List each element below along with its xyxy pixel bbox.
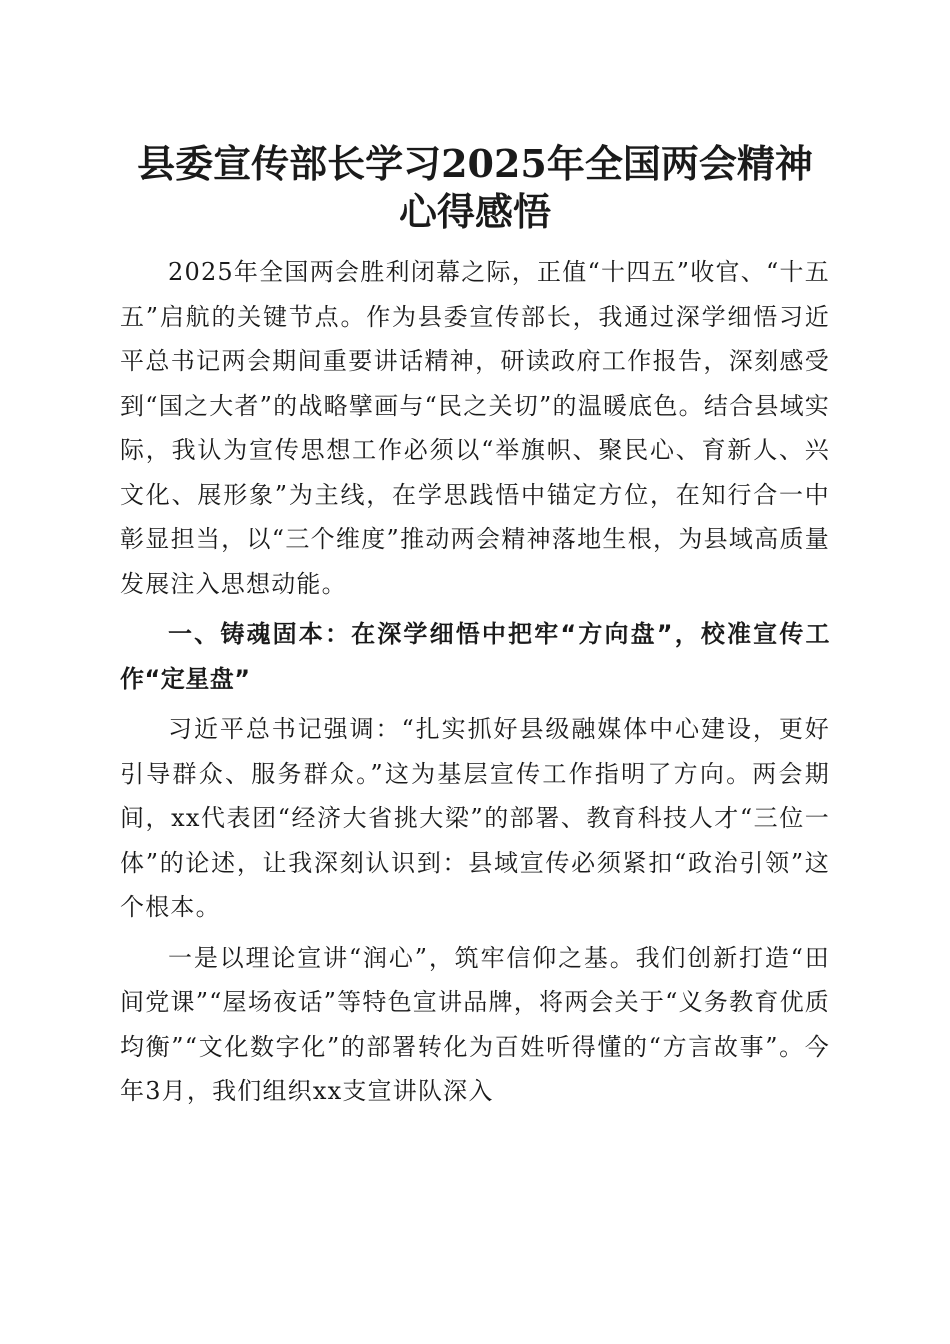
section-heading-1: 一、铸魂固本：在深学细悟中把牢“方向盘”，校准宣传工作“定星盘” xyxy=(120,620,830,693)
body-paragraph: 习近平总书记强调：“扎实抓好县级融媒体中心建设，更好引导群众、服务群众。”这为基层宣传工作指明了方向。两会期间，xx代表团“经济大省挑大梁”的部署、教育科技人才“三位一体”的论述，让我深刻认识到：县域宣传必须紧扣“政治引领”这个根本。 xyxy=(120,715,830,921)
body-paragraph: 一是以理论宣讲“润心”，筑牢信仰之基。我们创新打造“田间党课”“屋场夜话”等特色宣讲品牌，将两会关于“义务教育优质均衡”“文化数字化”的部署转化为百姓听得懂的“方言故事”。今年3月，我们组织xx支宣讲队深入 xyxy=(120,943,830,1105)
intro-paragraph: 2025年全国两会胜利闭幕之际，正值“十四五”收官、“十五五”启航的关键节点。作为县委宣传部长，我通过深学细悟习近平总书记两会期间重要讲话精神，研读政府工作报告，深刻感受到“国之大者”的战略擘画与“民之关切”的温暖底色。结合县域实际，我认为宣传思想工作必须以“举旗帜、聚民心、育新人、兴文化、展形象”为主线，在学思践悟中锚定方位，在知行合一中彰显担当，以“三个维度”推动两会精神落地生根，为县域高质量发展注入思想动能。 xyxy=(120,258,830,598)
document-title: 县委宣传部长学习2025年全国两会精神心得感悟 xyxy=(137,141,813,234)
document-body xyxy=(120,250,830,1114)
